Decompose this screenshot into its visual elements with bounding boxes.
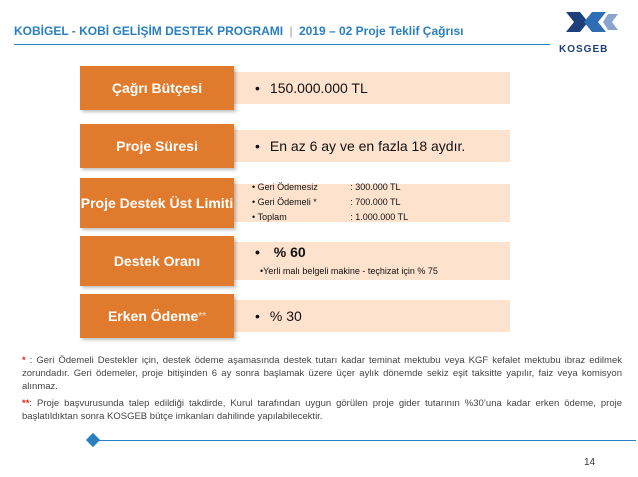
footer-divider [96, 440, 636, 441]
footnote-mark: * [22, 355, 26, 366]
footnote-text: : Geri Ödemeli Destekler için, destek ödeme aşamasında destek tutarı kadar teminat mektubu veya KGF kefalet mektubu ibraz edilmek zorundadır. Geri ödemeler, proje bitişinden 6 ay sonra başlamak üzere üçer aylık dönemde sekiz eşit taksitte yapılır, faiz veya komisyon alınmaz. [22, 355, 622, 392]
value-call-budget [255, 66, 368, 110]
limit-key: Toplam [257, 212, 287, 222]
value-project-duration [255, 124, 465, 168]
bullet: • [255, 138, 260, 154]
row-project-duration [80, 124, 510, 168]
project-duration-text: En az 6 ay ve en fazla 18 aydır. [269, 138, 466, 154]
limit-key: Geri Ödemesiz [257, 182, 318, 192]
bullet: • [252, 197, 256, 207]
program-title: KOBİGEL - KOBİ GELİŞİM DESTEK PROGRAMI [14, 24, 284, 38]
logo-text: KOSGEB [559, 44, 609, 55]
label-early-payment [80, 294, 234, 338]
bullet: • [252, 212, 256, 222]
label-support-rate: Destek Oranı [80, 236, 234, 286]
bullet: • [255, 308, 260, 324]
footnote-mark: ** [22, 398, 30, 409]
limit-line-nonrepayable [252, 180, 408, 195]
row-support-rate [80, 236, 510, 286]
label-project-duration: Proje Süresi [80, 124, 234, 168]
footnote-text: : Proje başvurusunda talep edildiği takdirde, Kurul tarafından uygun görülen proje gider tutarının %30’una kadar erken ödeme, proje başlatıldıktan sonra KOSGEB bütçe imkanları dahilinde yapılabilecektir. [22, 398, 622, 422]
call-budget-amount: 150.000.000 TL [269, 80, 368, 96]
limit-value: : 700.000 TL [350, 197, 401, 207]
support-rate-value: % 60 [273, 244, 306, 260]
support-rate-sub: •Yerli malı belgeli makine - teçhizat için % 75 [260, 266, 438, 276]
bullet: • [255, 80, 260, 96]
bullet: • [255, 244, 260, 260]
value-early-payment [255, 294, 302, 338]
label-call-budget: Çağrı Bütçesi [80, 66, 234, 110]
row-early-payment [80, 294, 510, 338]
early-payment-footnote-mark: ** [198, 311, 207, 322]
limit-value: : 1.000.000 TL [350, 212, 409, 222]
limit-line-repayable [252, 195, 408, 210]
label-support-limit: Proje Destek Üst Limiti [80, 178, 234, 228]
footnotes [22, 354, 622, 427]
limit-line-total [252, 210, 408, 225]
page-number: 14 [584, 457, 596, 468]
support-limit-list [252, 180, 408, 225]
bullet: • [252, 182, 256, 192]
footnote-repayable [22, 354, 622, 393]
call-title: 2019 – 02 Proje Teklif Çağrısı [298, 24, 464, 38]
row-call-budget [80, 66, 510, 110]
title-separator: | [289, 24, 293, 38]
limit-value: : 300.000 TL [350, 182, 401, 192]
footnote-early-payment [22, 397, 622, 423]
header-divider [14, 44, 550, 45]
early-payment-label-text: Erken Ödeme [107, 307, 199, 324]
page-title [14, 24, 463, 38]
early-payment-value: % 30 [269, 308, 302, 324]
support-rate-main [255, 244, 306, 260]
row-support-limit [80, 178, 510, 228]
limit-key: Geri Ödemeli * [257, 197, 317, 207]
